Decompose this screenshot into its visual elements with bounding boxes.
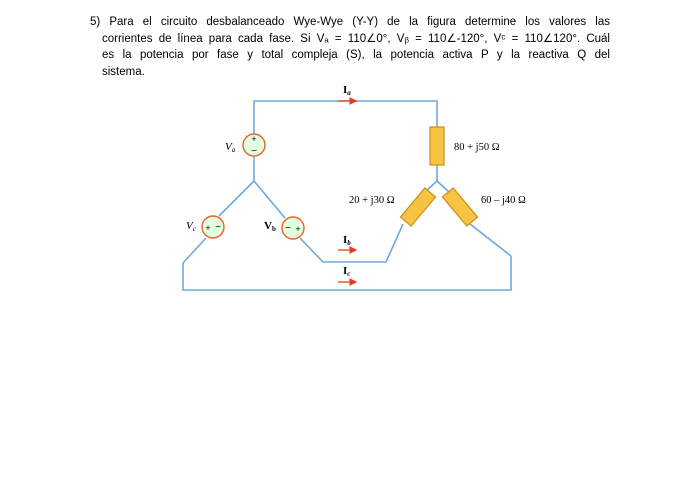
impedance-a bbox=[430, 127, 444, 165]
source-a bbox=[243, 134, 265, 157]
problem-line-2: corrientes de línea para cada fase. Si Vₐ = 110∠0°, Vᵦ = 110∠-120°, Vᶜ = 110∠120°. Cuál bbox=[102, 32, 610, 45]
source-b bbox=[282, 217, 304, 239]
svg-text:−: − bbox=[251, 146, 257, 157]
source-a-label: Va bbox=[225, 141, 236, 154]
source-c-label: Vc bbox=[186, 220, 196, 233]
problem-line-3: es la potencia por fase y total compleja (S), la potencia activa P y la reactiva Q del bbox=[102, 49, 610, 61]
svg-text:−: − bbox=[285, 223, 291, 234]
problem-line-1: 5) Para el circuito desbalanceado Wye-Wye (Y-Y) de la figura determine los valores las bbox=[90, 16, 610, 28]
source-c bbox=[202, 216, 224, 238]
wire-a bbox=[254, 101, 437, 133]
current-b-label: Ib bbox=[343, 234, 351, 247]
current-a-label: Ia bbox=[343, 84, 351, 97]
wire-load-b-bottom bbox=[386, 224, 403, 262]
wire-load-c-bottom bbox=[470, 224, 511, 256]
wire-load-c-top bbox=[437, 181, 449, 192]
wire-source-b bbox=[254, 181, 285, 218]
source-b-label: Vb bbox=[264, 220, 276, 233]
impedance-b bbox=[400, 188, 435, 226]
impedance-b-label: 20 + j30 Ω bbox=[349, 195, 395, 206]
svg-text:+: + bbox=[295, 224, 301, 234]
wires bbox=[183, 101, 511, 290]
svg-text:+: + bbox=[251, 134, 257, 144]
svg-text:+: + bbox=[205, 223, 211, 233]
impedance-c-label: 60 – j40 Ω bbox=[481, 195, 526, 206]
problem-line-4: sistema. bbox=[102, 65, 145, 78]
current-c-label: Ic bbox=[343, 265, 351, 278]
wire-source-c bbox=[219, 181, 254, 216]
impedance-a-label: 80 + j50 Ω bbox=[454, 142, 500, 153]
impedance-c bbox=[442, 188, 477, 226]
svg-text:−: − bbox=[215, 222, 221, 233]
